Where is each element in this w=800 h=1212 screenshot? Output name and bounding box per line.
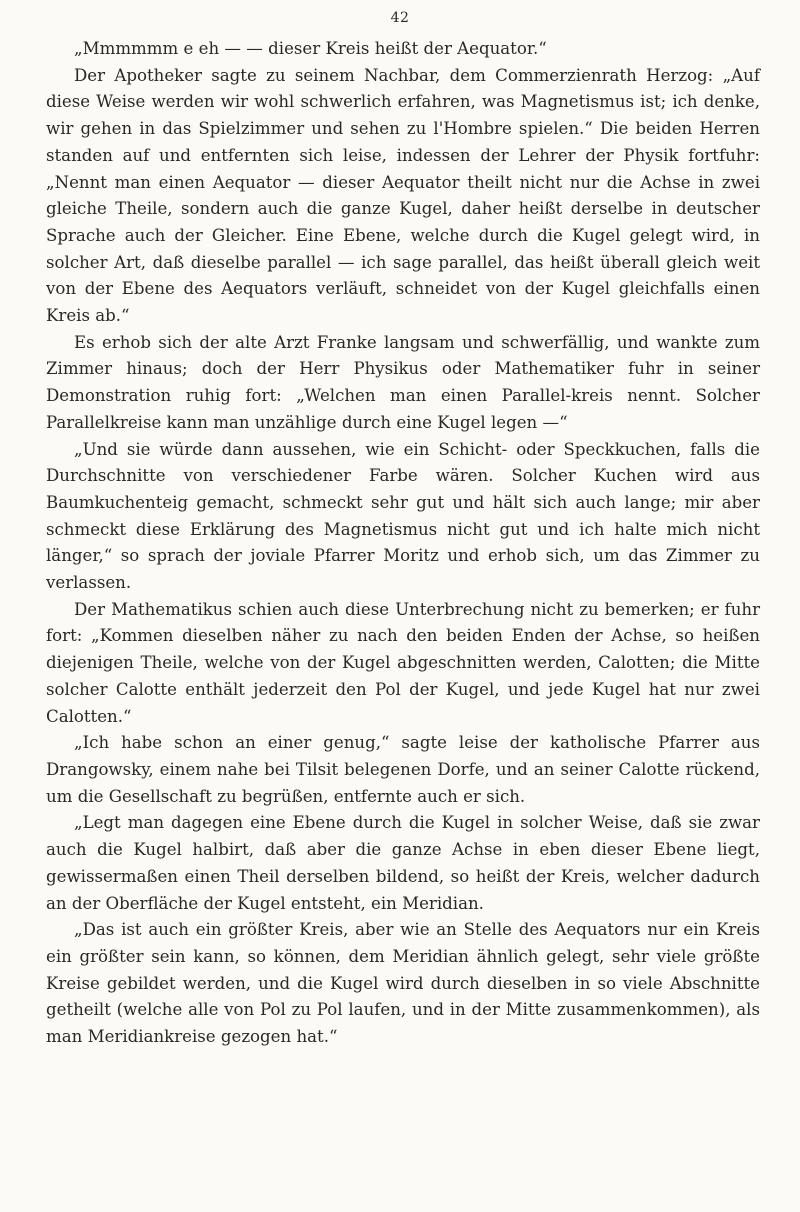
page-number: 42 (390, 10, 410, 26)
body-text (46, 36, 760, 1051)
paragraph-4: „Und sie würde dann aussehen, wie ein Schicht- oder Speckkuchen, falls die Durchschnitte von verschiedener Farbe wären. Solcher Kuchen wird aus Baumkuchenteig gemacht, schmeckt sehr gut und hält sich auch lange; mir aber schmeckt diese Erklärung des Magnetismus nicht gut und ich halte mich nicht länger,“ so sprach der joviale Pfarrer Moritz und erhob sich, um das Zimmer zu verlassen. (46, 439, 760, 593)
paragraph-8: „Das ist auch ein größter Kreis, aber wie an Stelle des Aequators nur ein Kreis ein größter sein kann, so können, dem Meridian ähnlich gelegt, sehr viele größte Kreise gebildet werden, und die Kugel wird durch dieselben in so viele Abschnitte getheilt (welche alle von Pol zu Pol laufen, und in der Mitte zusammenkommen), als man Meridiankreise gezogen hat.“ (46, 920, 760, 1047)
paragraph-1: „Mmmmmm e eh — — dieser Kreis heißt der Aequator.“ (74, 39, 547, 58)
paragraph-2: Der Apotheker sagte zu seinem Nachbar, dem Commerzienrath Herzog: „Auf diese Weise werden wir wohl schwerlich erfahren, was Magnetismus ist; ich denke, wir gehen in das Spielzimmer und sehen zu l'Hombre spielen.“ Die beiden Herren standen auf und entfernten sich leise, indessen der Lehrer der Physik fortfuhr: „Nennt man einen Aequator — dieser Aequator theilt nicht nur die Achse in zwei gleiche Theile, sondern auch die ganze Kugel, daher heißt derselbe in deutscher Sprache auch der Gleicher. Eine Ebene, welche durch die Kugel gelegt wird, in solcher Art, daß dieselbe parallel — ich sage parallel, das heißt überall gleich weit von der Ebene des Aequators verläuft, schneidet von der Kugel gleichfalls einen Kreis ab.“ (46, 65, 760, 326)
paragraph-5: Der Mathematikus schien auch diese Unterbrechung nicht zu bemerken; er fuhr fort: „Kommen dieselben näher zu nach den beiden Enden der Achse, so heißen diejenigen Theile, welche von der Kugel abgeschnitten werden, Calotten; die Mitte solcher Calotte enthält jederzeit den Pol der Kugel, und jede Kugel hat nur zwei Calotten.“ (46, 599, 760, 726)
paragraph-7: „Legt man dagegen eine Ebene durch die Kugel in solcher Weise, daß sie zwar auch die Kugel halbirt, daß aber die ganze Achse in eben dieser Ebene liegt, gewissermaßen einen Theil derselben bildend, so heißt der Kreis, welcher dadurch an der Oberfläche der Kugel entsteht, ein Meridian. (46, 813, 760, 913)
paragraph-6: „Ich habe schon an einer genug,“ sagte leise der katholische Pfarrer aus Drangowsky, einem nahe bei Tilsit belegenen Dorfe, und an seiner Calotte rückend, um die Gesellschaft zu begrüßen, entfernte auch er sich. (46, 733, 760, 806)
paragraph-3: Es erhob sich der alte Arzt Franke langsam und schwerfällig, und wankte zum Zimmer hinaus; doch der Herr Physikus oder Mathematiker fuhr in seiner Demonstration ruhig fort: „Welchen man einen Parallel-kreis nennt. Solcher Parallelkreise kann man unzählige durch eine Kugel legen —“ (46, 332, 760, 432)
